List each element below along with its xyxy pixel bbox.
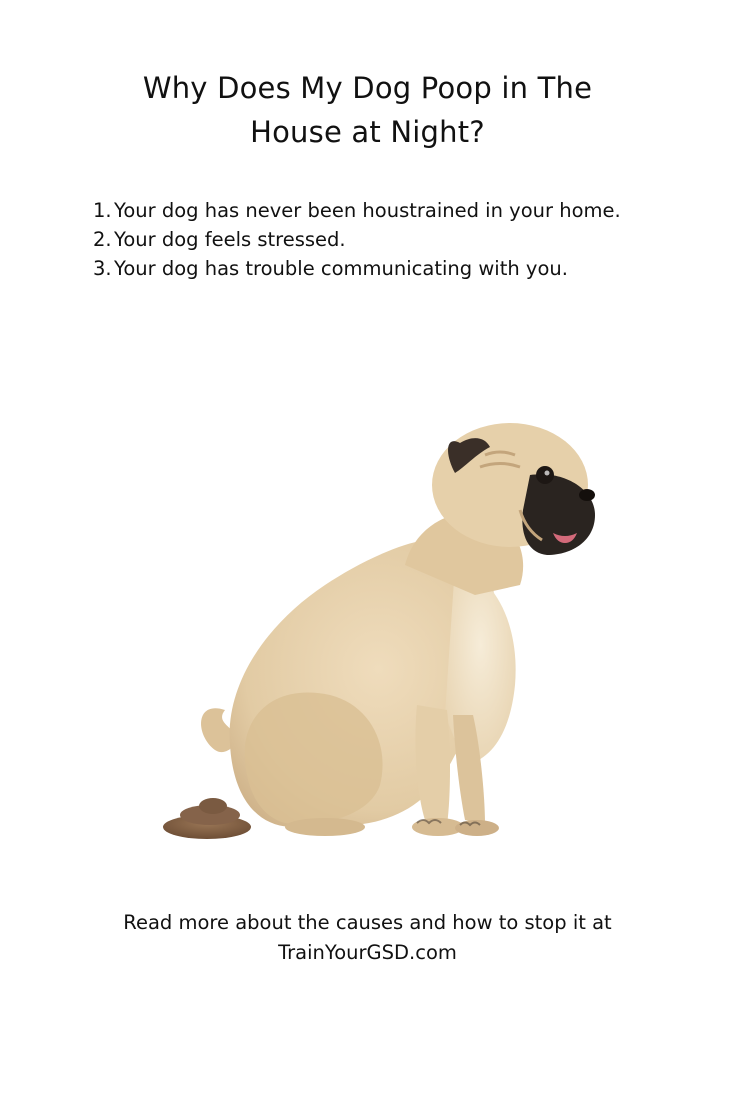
list-item-number: 1. <box>93 199 112 222</box>
reasons-list <box>93 196 649 283</box>
title-line-1: Why Does My Dog Poop in The <box>142 71 593 105</box>
footer-website-link[interactable]: TrainYourGSD.com <box>278 941 457 964</box>
poop-shape <box>163 798 251 839</box>
list-item-number: 3. <box>93 257 112 280</box>
footer-call-to-action <box>0 908 735 968</box>
title-line-2: House at Night? <box>250 115 485 149</box>
list-item-text: Your dog feels stressed. <box>114 228 346 251</box>
footer-line-1: Read more about the causes and how to stop it at <box>123 911 612 934</box>
page-title <box>0 66 735 154</box>
pug-sitting-beside-poop-icon <box>155 415 615 845</box>
list-item-text: Your dog has trouble communicating with you. <box>114 257 568 280</box>
list-item <box>93 254 649 283</box>
list-item-text: Your dog has never been houstrained in your home. <box>114 199 621 222</box>
list-item-number: 2. <box>93 228 112 251</box>
list-item <box>93 196 649 225</box>
list-item <box>93 225 649 254</box>
